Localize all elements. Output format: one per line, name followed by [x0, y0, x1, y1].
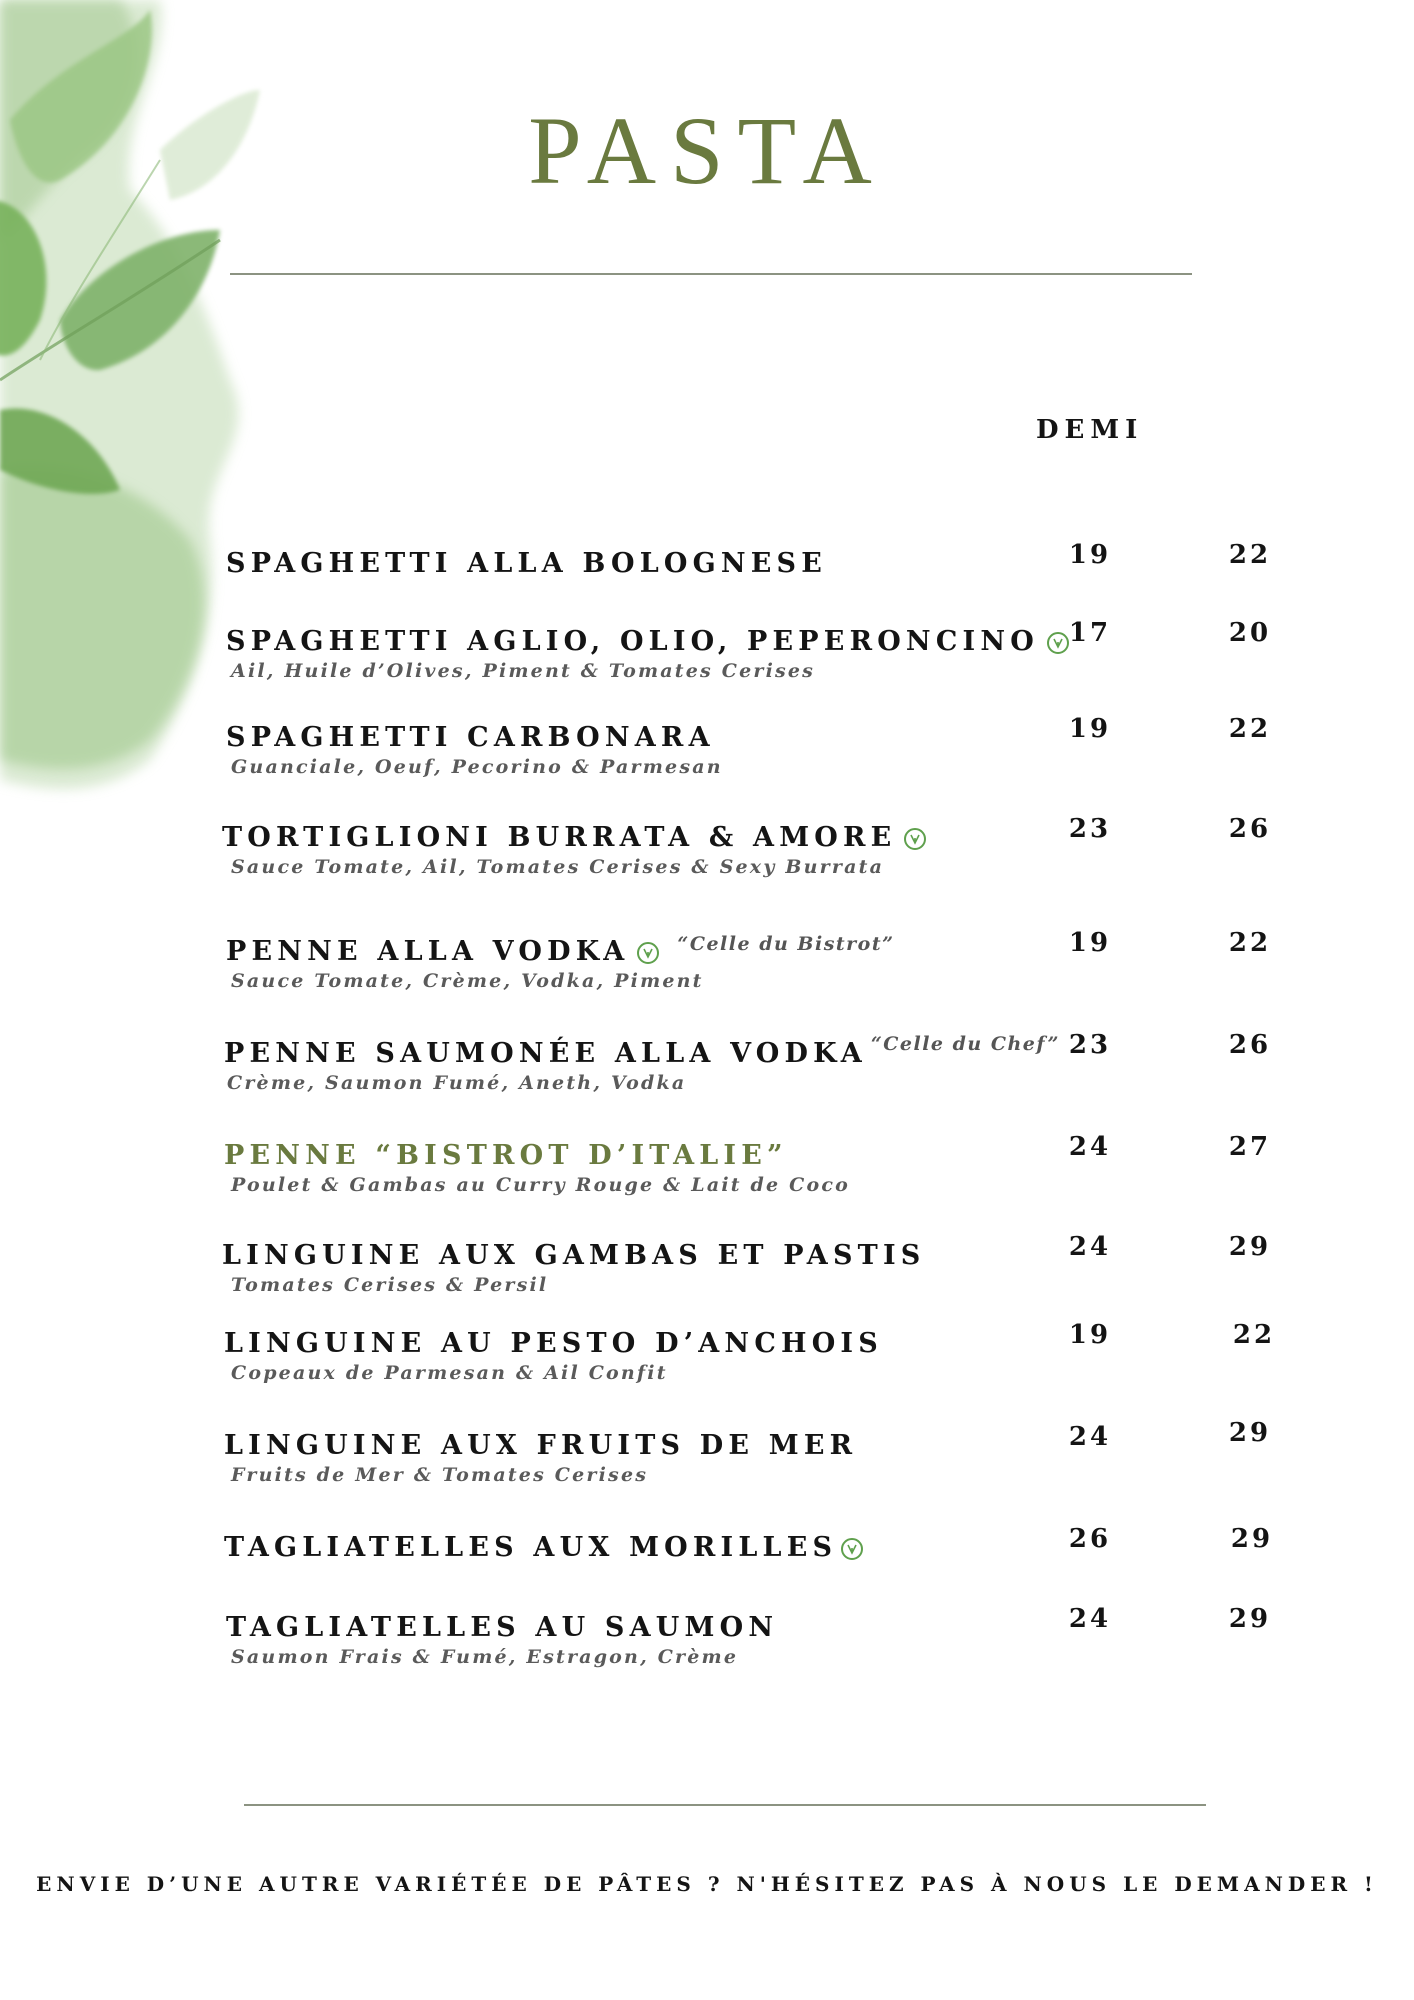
menu-item: [0, 1030, 1414, 1128]
menu-item-description: Copeaux de Parmesan & Ail Confit: [231, 1362, 668, 1384]
footer-note: ENVIE D’UNE AUTRE VARIÉTÉE DE PÂTES ? N'HÉSITEZ PAS À NOUS LE DEMANDER !: [36, 1872, 1378, 1896]
menu-item-name: TAGLIATELLES AU SAUMON: [226, 1612, 779, 1643]
price-demi: 24: [1068, 1232, 1112, 1262]
menu-item-name: TAGLIATELLES AUX MORILLES: [224, 1532, 863, 1563]
menu-item-description: Saumon Frais & Fumé, Estragon, Crème: [231, 1646, 739, 1668]
price-full: 29: [1228, 1418, 1272, 1448]
vegetarian-leaf-icon: [841, 1538, 863, 1560]
menu-item-description: Sauce Tomate, Ail, Tomates Cerises & Sexy Burrata: [231, 856, 885, 878]
price-demi: 19: [1068, 928, 1112, 958]
price-full: 29: [1228, 1604, 1272, 1634]
price-demi: 19: [1068, 1320, 1112, 1350]
menu-item-description: Crème, Saumon Fumé, Aneth, Vodka: [227, 1072, 687, 1094]
menu-item-tag: “Celle du Chef”: [870, 1032, 1060, 1055]
menu-item-name: LINGUINE AUX GAMBAS ET PASTIS: [222, 1240, 926, 1271]
menu-item: [0, 928, 1414, 1026]
menu-item-name: SPAGHETTI AGLIO, OLIO, PEPERONCINO: [226, 626, 1069, 657]
price-full: 29: [1230, 1524, 1274, 1554]
price-demi: 26: [1068, 1524, 1112, 1554]
price-full: 29: [1228, 1232, 1272, 1262]
menu-item-name: SPAGHETTI ALLA BOLOGNESE: [226, 548, 827, 579]
menu-item-description: Ail, Huile d’Olives, Piment & Tomates Cerises: [231, 660, 816, 682]
vegetarian-leaf-icon: [637, 942, 659, 964]
menu-item-name: PENNE ALLA VODKA “Celle du Bistrot”: [226, 932, 895, 967]
price-demi: 23: [1068, 1030, 1112, 1060]
menu-item-name: LINGUINE AUX FRUITS DE MER: [224, 1430, 858, 1461]
menu-item-description: Fruits de Mer & Tomates Cerises: [231, 1464, 649, 1486]
price-full: 22: [1232, 1320, 1276, 1350]
price-full: 22: [1228, 540, 1272, 570]
menu-item-name: PENNE “BISTROT D’ITALIE”: [224, 1140, 788, 1171]
menu-item: [0, 1232, 1414, 1330]
bottom-divider: [244, 1804, 1206, 1806]
vegetarian-leaf-icon: [904, 828, 926, 850]
price-demi: 23: [1068, 814, 1112, 844]
menu-item-name: PENNE SAUMONÉE ALLA VODKA “Celle du Chef”: [224, 1032, 1060, 1069]
menu-item: [0, 814, 1414, 912]
menu-item-description: Tomates Cerises & Persil: [231, 1274, 549, 1296]
menu-item: [0, 618, 1414, 716]
price-demi: 19: [1068, 714, 1112, 744]
menu-item-name: TORTIGLIONI BURRATA & AMORE: [222, 822, 926, 853]
column-header-demi: DEMI: [1036, 415, 1144, 445]
menu-item: [0, 1604, 1414, 1702]
menu-item: [0, 714, 1414, 812]
price-demi: 19: [1068, 540, 1112, 570]
price-full: 27: [1228, 1132, 1272, 1162]
page-title: PASTA: [528, 97, 886, 204]
menu-item: [0, 1418, 1414, 1520]
price-demi: 24: [1068, 1604, 1112, 1634]
price-demi: 24: [1068, 1132, 1112, 1162]
menu-item-description: Poulet & Gambas au Curry Rouge & Lait de Coco: [231, 1174, 850, 1196]
menu-item: [0, 540, 1414, 638]
price-full: 26: [1228, 814, 1272, 844]
price-full: 22: [1228, 714, 1272, 744]
menu-item-name: SPAGHETTI CARBONARA: [226, 722, 715, 753]
price-full: 20: [1228, 618, 1272, 648]
top-divider: [230, 273, 1192, 275]
menu-item: [0, 1320, 1414, 1418]
price-demi: 24: [1068, 1422, 1112, 1452]
menu-item-description: Sauce Tomate, Crème, Vodka, Piment: [231, 970, 704, 992]
price-demi: 17: [1068, 618, 1112, 648]
menu-item: [0, 1524, 1414, 1622]
menu-item-tag: “Celle du Bistrot”: [677, 932, 895, 955]
menu-item-featured: [0, 1132, 1414, 1230]
menu-item-name: LINGUINE AU PESTO D’ANCHOIS: [224, 1328, 883, 1359]
price-full: 26: [1228, 1030, 1272, 1060]
menu-item-description: Guanciale, Oeuf, Pecorino & Parmesan: [231, 756, 723, 778]
price-full: 22: [1228, 928, 1272, 958]
